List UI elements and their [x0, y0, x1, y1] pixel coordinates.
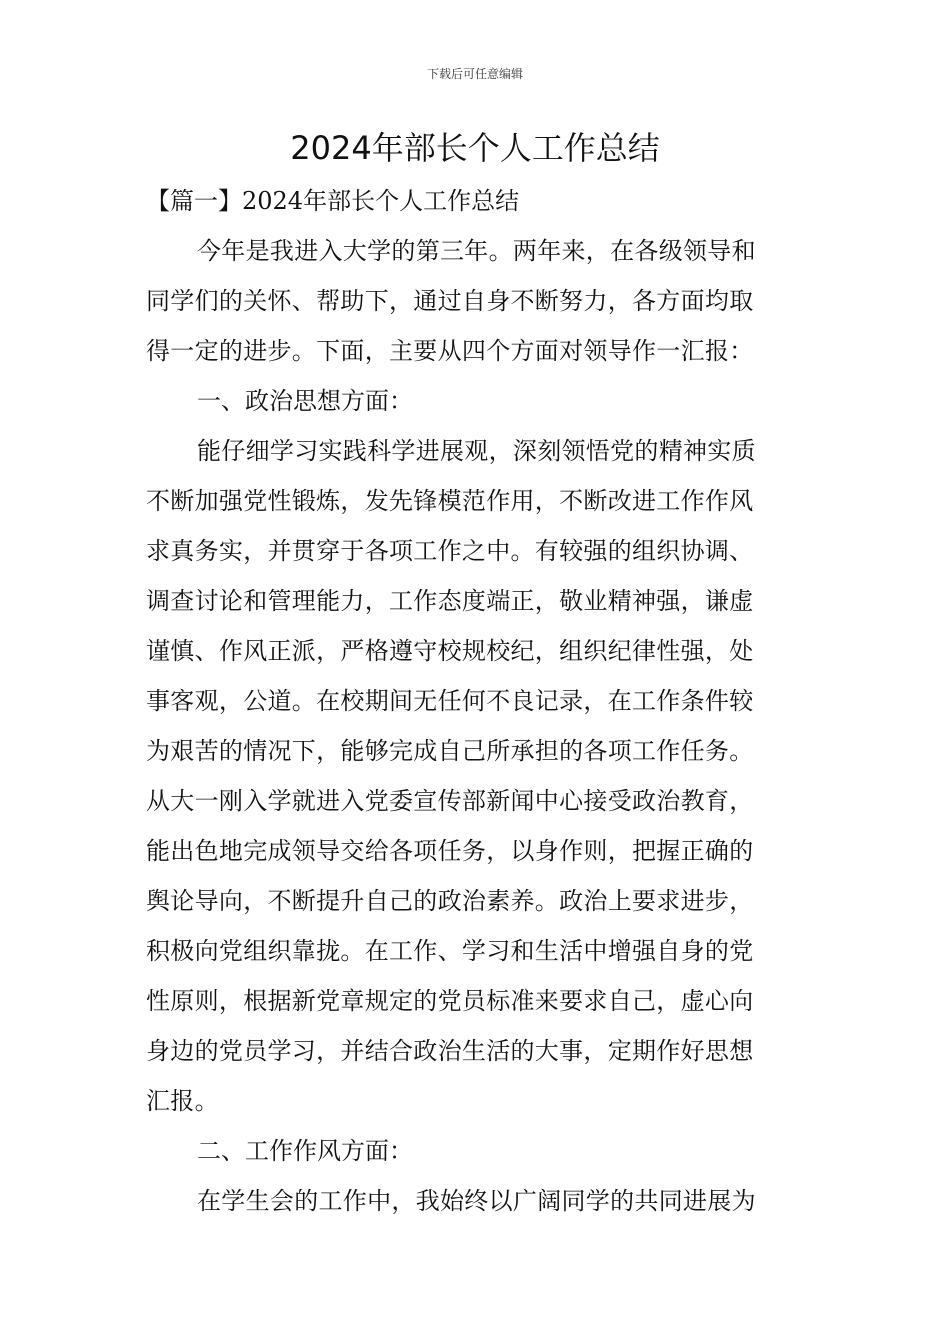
paragraph-line: 调查讨论和管理能力，工作态度端正，敬业精神强，谦虚	[146, 587, 754, 615]
section-label: 【篇一】2024年部长个人工作总结	[146, 187, 520, 215]
paragraph-line: 为艰苦的情况下，能够完成自己所承担的各项工作任务。	[146, 737, 754, 765]
paragraph-line: 事客观，公道。在校期间无任何不良记录，在工作条件较	[146, 687, 754, 715]
intro-paragraph	[146, 226, 808, 376]
paragraph-line: 不断加强党性锻炼，发先锋模范作用，不断改进工作作风	[146, 487, 754, 515]
paragraph-line: 求真务实，并贯穿于各项工作之中。有较强的组织协调、	[146, 537, 754, 565]
paragraph-line: 能仔细学习实践科学进展观，深刻领悟党的精神实质	[197, 437, 756, 465]
section-heading-political: 一、政治思想方面：	[197, 387, 413, 415]
political-paragraph	[146, 426, 808, 1126]
section-heading-work-style: 二、工作作风方面：	[197, 1137, 413, 1165]
paragraph-line: 身边的党员学习，并结合政治生活的大事，定期作好思想	[146, 1037, 754, 1065]
paragraph-line: 同学们的关怀、帮助下，通过自身不断努力，各方面均取	[146, 287, 754, 315]
paragraph-line: 舆论导向，不断提升自己的政治素养。政治上要求进步，	[146, 887, 754, 915]
paragraph-line: 在学生会的工作中，我始终以广阔同学的共同进展为	[197, 1187, 756, 1215]
paragraph-line: 得一定的进步。下面，主要从四个方面对领导作一汇报：	[146, 337, 754, 365]
document-title: 2024年部长个人工作总结	[290, 129, 660, 167]
paragraph-line: 能出色地完成领导交给各项任务，以身作则，把握正确的	[146, 837, 754, 865]
document-body	[146, 176, 808, 1226]
paragraph-line: 积极向党组织靠拢。在工作、学习和生活中增强自身的党	[146, 937, 754, 965]
paragraph-line: 从大一刚入学就进入党委宣传部新闻中心接受政治教育，	[146, 787, 754, 815]
paragraph-line: 汇报。	[146, 1087, 219, 1115]
paragraph-line: 今年是我进入大学的第三年。两年来，在各级领导和	[197, 237, 756, 265]
paragraph-line: 性原则，根据新党章规定的党员标准来要求自己，虚心向	[146, 987, 754, 1015]
page-header-note: 下载后可任意编辑	[426, 67, 523, 81]
paragraph-line: 谨慎、作风正派，严格遵守校规校纪，组织纪律性强，处	[146, 637, 754, 665]
work-style-paragraph	[146, 1176, 808, 1226]
